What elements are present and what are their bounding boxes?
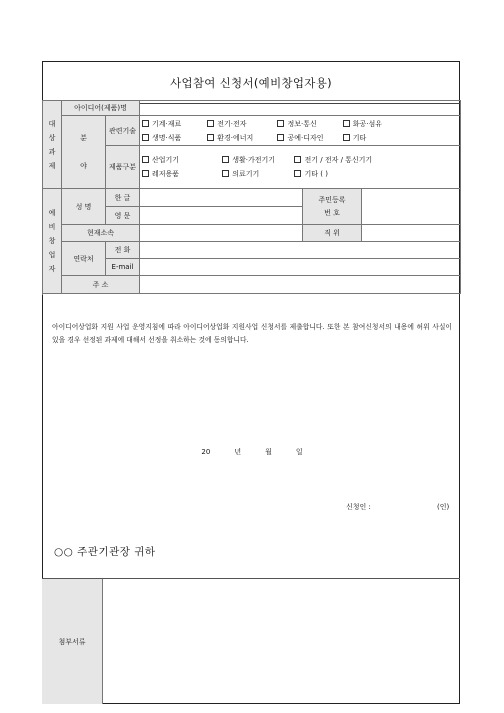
tech-option[interactable]: 환경·에너지 xyxy=(207,131,267,145)
application-table xyxy=(42,100,461,294)
addressee: ○○ 주관기관장 귀하 xyxy=(54,546,156,558)
tech-option[interactable]: 화공·섬유 xyxy=(343,117,382,131)
tech-option[interactable]: 기타 xyxy=(343,131,367,145)
attachments-section xyxy=(42,578,460,704)
checkbox-icon xyxy=(142,120,149,127)
declaration-text: 아이디어상업화 지원 사업 운영지침에 따라 아이디어상업화 지원사업 신청서를 제출합니다. 또한 본 참여신청서의 내용에 허위 사실이 있을 경우 선정된 과제에 대해서 선정을 취소하는 것에 동의합니다. xyxy=(52,323,452,344)
checkbox-icon xyxy=(222,170,229,177)
application-date: 20 년 월 일 xyxy=(201,448,303,456)
checkbox-icon xyxy=(277,134,284,141)
product-type-options xyxy=(140,146,461,189)
address-label: 주 소 xyxy=(62,276,140,294)
checkbox-icon xyxy=(294,156,301,163)
checkbox-icon xyxy=(142,170,149,177)
attachments-label: 첨부서류 xyxy=(42,579,103,704)
product-option[interactable]: 산업기기 xyxy=(142,153,212,167)
applicant-signature-label: 신청인 : xyxy=(346,503,371,511)
position-field[interactable] xyxy=(362,225,461,242)
tech-option[interactable]: 공예·디자인 xyxy=(277,131,332,145)
idea-name-label: 아이디어(제품)명 xyxy=(62,101,140,116)
contact-label: 연락처 xyxy=(62,242,106,276)
name-label: 성 명 xyxy=(62,189,106,225)
tech-option[interactable]: 정보·통신 xyxy=(277,117,332,131)
checkbox-icon xyxy=(222,156,229,163)
checkbox-icon xyxy=(142,134,149,141)
checkbox-icon xyxy=(142,156,149,163)
english-name-label: 영 문 xyxy=(106,207,140,225)
phone-field[interactable] xyxy=(140,242,461,259)
product-option[interactable]: 생활·가전기기 xyxy=(222,153,284,167)
korean-name-label: 한 글 xyxy=(106,189,140,207)
product-type-label: 제품구분 xyxy=(106,146,140,189)
affiliation-label: 현재소속 xyxy=(62,225,140,242)
checkbox-icon xyxy=(343,120,350,127)
related-tech-label: 관련기술 xyxy=(106,116,140,146)
resident-id-field[interactable] xyxy=(362,189,461,225)
checkbox-icon xyxy=(207,120,214,127)
checkbox-icon xyxy=(294,170,301,177)
product-option[interactable]: 의료기기 xyxy=(222,167,284,181)
tech-option[interactable]: 생명·식품 xyxy=(142,131,197,145)
tech-option[interactable]: 기계·재료 xyxy=(142,117,197,131)
korean-name-field[interactable] xyxy=(140,189,303,207)
address-field[interactable] xyxy=(140,276,461,294)
field-label: 분 야 xyxy=(62,116,106,189)
idea-name-field[interactable] xyxy=(140,101,461,116)
position-label: 직 위 xyxy=(303,225,362,242)
english-name-field[interactable] xyxy=(140,207,303,225)
product-option[interactable]: 전기 / 전자 / 통신기기 xyxy=(294,153,372,167)
tech-option[interactable]: 전기·전자 xyxy=(207,117,267,131)
checkbox-icon xyxy=(207,134,214,141)
form-title: 사업참여 신청서(예비창업자용) xyxy=(42,62,460,104)
checkbox-icon xyxy=(343,134,350,141)
seal-mark: (인) xyxy=(437,503,450,511)
phone-label: 전 화 xyxy=(106,242,140,259)
email-field[interactable] xyxy=(140,259,461,276)
email-label: E-mail xyxy=(106,259,140,276)
checkbox-icon xyxy=(277,120,284,127)
resident-id-label: 주민등록 번 호 xyxy=(303,189,362,225)
applicant-label: 예 비 창 업 자 xyxy=(43,189,62,294)
product-option[interactable]: 기타 ( ) xyxy=(294,167,327,181)
product-option[interactable]: 레저용품 xyxy=(142,167,212,181)
target-project-label: 대 상 과 제 xyxy=(43,101,62,189)
related-tech-options xyxy=(140,116,461,146)
affiliation-field[interactable] xyxy=(140,225,303,242)
